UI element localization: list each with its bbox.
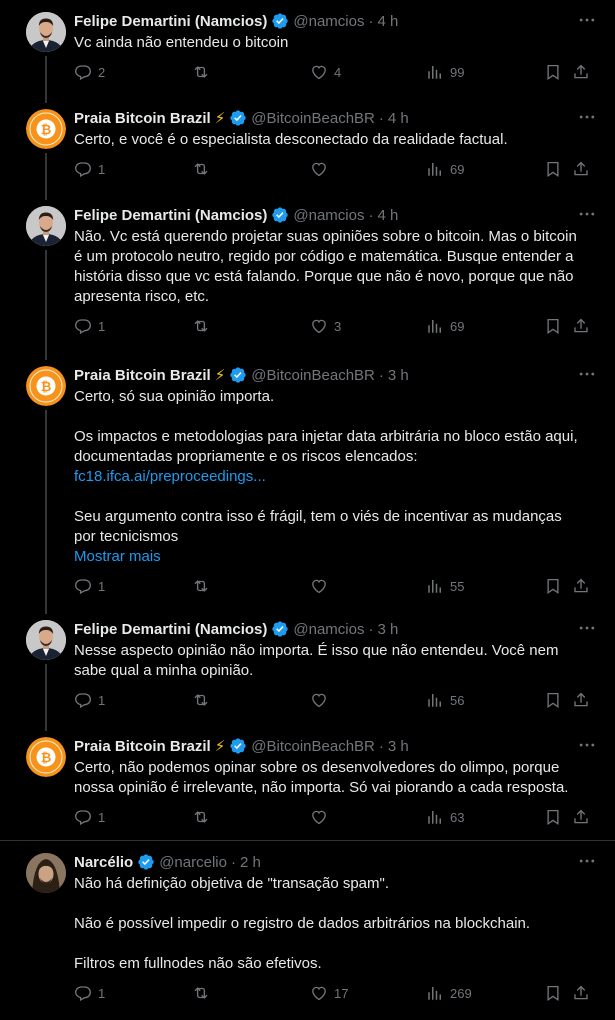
like-button[interactable] bbox=[310, 984, 348, 1002]
like-button[interactable] bbox=[310, 808, 334, 826]
bookmark-button[interactable] bbox=[544, 808, 562, 826]
timestamp[interactable]: 4 h bbox=[377, 12, 399, 30]
author-handle[interactable]: @namcios bbox=[293, 206, 365, 224]
like-button[interactable] bbox=[310, 691, 334, 709]
reply-button[interactable] bbox=[74, 317, 105, 335]
avatar[interactable] bbox=[26, 853, 66, 893]
retweet-icon bbox=[192, 160, 210, 178]
more-icon[interactable] bbox=[577, 10, 597, 30]
retweet-button[interactable] bbox=[192, 808, 216, 826]
avatar[interactable] bbox=[26, 12, 66, 52]
bookmark-icon bbox=[544, 577, 562, 595]
avatar[interactable] bbox=[26, 737, 66, 777]
tweet-actions bbox=[74, 150, 599, 190]
reply-button[interactable] bbox=[74, 63, 105, 81]
like-button[interactable] bbox=[310, 317, 341, 335]
tweet-actions bbox=[74, 974, 599, 1014]
more-icon[interactable] bbox=[577, 851, 597, 871]
views-icon bbox=[426, 984, 444, 1002]
more-icon[interactable] bbox=[577, 204, 597, 224]
views-icon bbox=[426, 63, 444, 81]
heart-icon bbox=[310, 808, 328, 826]
timestamp[interactable]: 2 h bbox=[239, 853, 261, 871]
reply-button[interactable] bbox=[74, 984, 105, 1002]
author-handle[interactable]: @narcelio bbox=[159, 853, 227, 871]
author-name[interactable]: Felipe Demartini (Namcios) bbox=[74, 620, 268, 638]
bookmark-button[interactable] bbox=[544, 984, 562, 1002]
retweet-button[interactable] bbox=[192, 160, 216, 178]
share-icon bbox=[572, 63, 590, 81]
views-icon bbox=[426, 691, 444, 709]
separator-dot: · bbox=[368, 12, 374, 30]
views-button[interactable] bbox=[426, 808, 464, 826]
view-count: 56 bbox=[450, 692, 465, 708]
reply-icon bbox=[74, 63, 92, 81]
heart-icon bbox=[310, 317, 328, 335]
like-count: 3 bbox=[334, 318, 342, 334]
share-icon bbox=[572, 984, 590, 1002]
retweet-button[interactable] bbox=[192, 577, 216, 595]
retweet-icon bbox=[192, 577, 210, 595]
view-count: 99 bbox=[450, 64, 465, 80]
lightning-emoji: ⚡ bbox=[214, 110, 226, 127]
author-name[interactable]: Praia Bitcoin Brazil bbox=[74, 737, 211, 755]
separator-dot: · bbox=[378, 737, 384, 755]
bookmark-icon bbox=[544, 160, 562, 178]
tweet-text: Não há definição objetiva de "transação spam". Não é possível impedir o registro de dados arbitrários na blockchain. Filtros em fullnodes não são efetivos. bbox=[74, 875, 531, 972]
thread-connector bbox=[45, 346, 47, 354]
verified-icon bbox=[229, 366, 247, 384]
reply-icon bbox=[74, 808, 92, 826]
retweet-button[interactable] bbox=[192, 63, 216, 81]
thread-connector bbox=[45, 410, 47, 614]
timestamp[interactable]: 3 h bbox=[377, 620, 399, 638]
views-button[interactable] bbox=[426, 317, 464, 335]
tweet-actions bbox=[74, 681, 599, 721]
author-name[interactable]: Narcélio bbox=[74, 853, 134, 871]
retweet-icon bbox=[192, 691, 210, 709]
views-button[interactable] bbox=[426, 691, 464, 709]
bookmark-button[interactable] bbox=[544, 317, 562, 335]
author-handle[interactable]: @BitcoinBeachBR bbox=[251, 366, 375, 384]
bookmark-button[interactable] bbox=[544, 691, 562, 709]
tweet-actions bbox=[74, 567, 599, 607]
views-icon bbox=[426, 160, 444, 178]
retweet-button[interactable] bbox=[192, 317, 216, 335]
reply-button[interactable] bbox=[74, 691, 105, 709]
timestamp[interactable]: 3 h bbox=[387, 366, 409, 384]
bookmark-icon bbox=[544, 691, 562, 709]
author-name[interactable]: Felipe Demartini (Namcios) bbox=[74, 12, 268, 30]
heart-icon bbox=[310, 63, 328, 81]
separator-dot: · bbox=[378, 366, 384, 384]
tweet-text: Certo, e você é o especialista desconectado da realidade factual. bbox=[74, 131, 508, 148]
like-count: 4 bbox=[334, 64, 342, 80]
timestamp[interactable]: 3 h bbox=[387, 737, 409, 755]
reply-icon bbox=[74, 160, 92, 178]
retweet-icon bbox=[192, 63, 210, 81]
reply-count: 1 bbox=[98, 318, 106, 334]
reply-count: 2 bbox=[98, 64, 106, 80]
verified-icon bbox=[271, 620, 289, 638]
view-count: 269 bbox=[450, 985, 472, 1001]
heart-icon bbox=[310, 577, 328, 595]
reply-count: 1 bbox=[98, 809, 106, 825]
view-count: 69 bbox=[450, 161, 465, 177]
avatar[interactable] bbox=[26, 366, 66, 406]
timestamp[interactable]: 4 h bbox=[377, 206, 399, 224]
verified-icon bbox=[271, 12, 289, 30]
share-button[interactable] bbox=[572, 317, 590, 335]
bookmark-button[interactable] bbox=[544, 160, 562, 178]
tweet-actions bbox=[74, 307, 599, 347]
bookmark-icon bbox=[544, 984, 562, 1002]
share-icon bbox=[572, 808, 590, 826]
tweet-text-part: Seu argumento contra isso é frágil, tem o viés de incentivar as mudanças por tecnicismos bbox=[74, 508, 562, 545]
share-icon bbox=[572, 160, 590, 178]
retweet-icon bbox=[192, 317, 210, 335]
views-button[interactable] bbox=[426, 984, 472, 1002]
timestamp[interactable]: 4 h bbox=[387, 109, 409, 127]
reply-icon bbox=[74, 577, 92, 595]
tweet-text: Certo, não podemos opinar sobre os desenvolvedores do olimpo, porque nossa opinião é irrelevante, não importa. Só vai piorando a cada resposta. bbox=[74, 759, 569, 796]
reply-icon bbox=[74, 691, 92, 709]
author-name[interactable]: Felipe Demartini (Namcios) bbox=[74, 206, 268, 224]
tweet-text: Nesse aspecto opinião não importa. É isso que não entendeu. Você nem sabe qual a minha opinião. bbox=[74, 642, 563, 679]
views-button[interactable] bbox=[426, 577, 464, 595]
reply-button[interactable] bbox=[74, 808, 105, 826]
tweet[interactable] bbox=[0, 841, 615, 1019]
tweet[interactable] bbox=[0, 608, 615, 725]
like-button[interactable] bbox=[310, 577, 334, 595]
reply-button[interactable] bbox=[74, 577, 105, 595]
share-button[interactable] bbox=[572, 160, 590, 178]
view-count: 55 bbox=[450, 578, 465, 594]
thread-connector bbox=[45, 717, 47, 725]
tweet-text bbox=[74, 387, 599, 567]
like-button[interactable] bbox=[310, 160, 334, 178]
avatar[interactable] bbox=[26, 620, 66, 660]
author-handle[interactable]: @BitcoinBeachBR bbox=[251, 737, 375, 755]
bookmark-icon bbox=[544, 808, 562, 826]
more-icon[interactable] bbox=[577, 735, 597, 755]
heart-icon bbox=[310, 984, 328, 1002]
show-more-link[interactable]: Mostrar mais bbox=[74, 548, 161, 565]
thread-connector bbox=[45, 186, 47, 194]
avatar[interactable] bbox=[26, 206, 66, 246]
tweet-text: Vc ainda não entendeu o bitcoin bbox=[74, 34, 289, 51]
avatar[interactable] bbox=[26, 109, 66, 149]
views-button[interactable] bbox=[426, 160, 464, 178]
separator-dot: · bbox=[378, 109, 384, 127]
retweet-icon bbox=[192, 808, 210, 826]
tweet[interactable] bbox=[0, 725, 615, 841]
tweet-text: Não. Vc está querendo projetar suas opiniões sobre o bitcoin. Mas o bitcoin é um protocolo neutro, regido por código e matemática. Busque entender a história disso que vc está falando. Porque que não é novo, porque que não apresenta risco, etc. bbox=[74, 228, 581, 305]
more-icon[interactable] bbox=[577, 618, 597, 638]
retweet-button[interactable] bbox=[192, 984, 216, 1002]
share-button[interactable] bbox=[572, 577, 590, 595]
tweet-actions bbox=[74, 53, 599, 93]
heart-icon bbox=[310, 691, 328, 709]
bookmark-button[interactable] bbox=[544, 577, 562, 595]
verified-icon bbox=[229, 109, 247, 127]
reply-count: 1 bbox=[98, 578, 106, 594]
share-button[interactable] bbox=[572, 808, 590, 826]
verified-icon bbox=[229, 737, 247, 755]
share-icon bbox=[572, 691, 590, 709]
share-button[interactable] bbox=[572, 63, 590, 81]
author-handle[interactable]: @namcios bbox=[293, 12, 365, 30]
bookmark-icon bbox=[544, 317, 562, 335]
share-button[interactable] bbox=[572, 691, 590, 709]
verified-icon bbox=[271, 206, 289, 224]
tweet-text-part: Certo, só sua opinião importa. Os impactos e metodologias para injetar data arbitrária no bloco estão aqui, documentadas propriamente e os riscos elencados: bbox=[74, 388, 578, 465]
reply-count: 1 bbox=[98, 985, 106, 1001]
tweet-actions bbox=[74, 798, 599, 838]
reply-icon bbox=[74, 317, 92, 335]
like-button[interactable] bbox=[310, 63, 341, 81]
tweet[interactable] bbox=[0, 194, 615, 354]
thread-connector bbox=[45, 250, 47, 360]
heart-icon bbox=[310, 160, 328, 178]
author-handle[interactable]: @BitcoinBeachBR bbox=[251, 109, 375, 127]
share-icon bbox=[572, 317, 590, 335]
separator-dot: · bbox=[230, 853, 236, 871]
tweet[interactable] bbox=[0, 354, 615, 608]
retweet-icon bbox=[192, 984, 210, 1002]
reply-count: 1 bbox=[98, 161, 106, 177]
thread-connector bbox=[45, 89, 47, 97]
bookmark-icon bbox=[544, 63, 562, 81]
views-icon bbox=[426, 317, 444, 335]
views-icon bbox=[426, 577, 444, 595]
bookmark-button[interactable] bbox=[544, 63, 562, 81]
views-button[interactable] bbox=[426, 63, 464, 81]
separator-dot: · bbox=[368, 206, 374, 224]
external-link[interactable]: fc18.ifca.ai/preproceedings... bbox=[74, 468, 266, 485]
author-handle[interactable]: @namcios bbox=[293, 620, 365, 638]
more-icon[interactable] bbox=[577, 364, 597, 384]
views-icon bbox=[426, 808, 444, 826]
separator-dot: · bbox=[368, 620, 374, 638]
author-name[interactable]: Praia Bitcoin Brazil bbox=[74, 366, 211, 384]
retweet-button[interactable] bbox=[192, 691, 216, 709]
like-count: 17 bbox=[334, 985, 349, 1001]
view-count: 63 bbox=[450, 809, 465, 825]
view-count: 69 bbox=[450, 318, 465, 334]
author-name[interactable]: Praia Bitcoin Brazil bbox=[74, 109, 211, 127]
reply-count: 1 bbox=[98, 692, 106, 708]
reply-icon bbox=[74, 984, 92, 1002]
verified-icon bbox=[137, 853, 155, 871]
more-icon[interactable] bbox=[577, 107, 597, 127]
thread-connector bbox=[45, 600, 47, 608]
tweet[interactable] bbox=[0, 97, 615, 194]
tweet[interactable] bbox=[0, 0, 615, 97]
lightning-emoji: ⚡ bbox=[214, 367, 226, 384]
reply-button[interactable] bbox=[74, 160, 105, 178]
share-icon bbox=[572, 577, 590, 595]
share-button[interactable] bbox=[572, 984, 590, 1002]
lightning-emoji: ⚡ bbox=[214, 738, 226, 755]
